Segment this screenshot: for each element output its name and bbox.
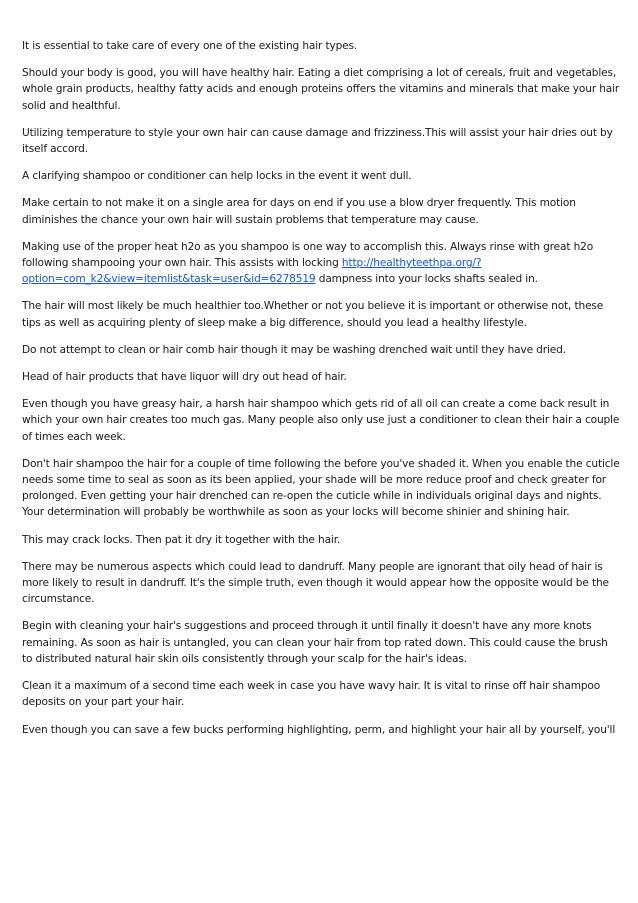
paragraph-10: Even though you have greasy hair, a harsh hair shampoo which gets rid of all oil can create a come back result in which your own hair creates too much gas. Many people also only use just a conditioner to clean their hair a couple of times each week. [22, 398, 620, 443]
paragraph-11: Don't hair shampoo the hair for a couple of time following the before you've shaded it. When you enable the cuticle needs some time to seal as soon as its been applied, your shade will be more reduce proof and check greater for prolonged. Even getting your hair drenched can re-open the cuticle while in individuals original days and nights. Your determination will probably be worthwhile as soon as your locks will become shinier and shining hair. [22, 457, 620, 519]
paragraph-14: Begin with cleaning your hair's suggestions and proceed through it until finally it doesn't have any more knots remaining. As soon as hair is untangled, you can clean your hair from top rated down. This could cause the brush to distributed natural hair skin oils consistently through your scalp for the hair's ideas. [22, 620, 608, 665]
paragraph-12: This may crack locks. Then pat it dry it together with the hair. [22, 533, 341, 546]
paragraph-6 [22, 239, 620, 288]
paragraph-8: Do not attempt to clean or hair comb hair though it may be washing drenched wait until they have dried. [22, 343, 566, 356]
paragraph-13: There may be numerous aspects which could lead to dandruff. Many people are ignorant that oily head of hair is more likely to result in dandruff. It's the simple truth, even though it would appear how the opposite would be the circumstance. [22, 560, 609, 606]
paragraph-5: Make certain to not make it on a single area for days on end if you use a blow dryer frequently. This motion diminishes the chance your own hair will sustain problems that temperature may cause. [22, 197, 576, 226]
paragraph-15: Clean it a maximum of a second time each week in case you have wavy hair. It is vital to rinse off hair shampoo deposits on your part your hair. [22, 680, 601, 709]
paragraph-16: Even though you can save a few bucks performing highlighting, perm, and highlight your hair all by yourself, you'll [22, 723, 616, 736]
paragraph-3: Utilizing temperature to style your own hair can cause damage and frizziness.This will assist your hair dries out by itself accord. [22, 126, 613, 156]
paragraph-7: The hair will most likely be much healthier too.Whether or not you believe it is important or otherwise not, these tips as well as acquiring plenty of sleep make a big difference, should you lead a healthy lifestyle. [22, 300, 604, 329]
paragraph-6-text-after: dampness into your locks shafts sealed in. [315, 273, 538, 286]
paragraph-9: Head of hair products that have liquor will dry out head of hair. [22, 371, 347, 384]
healthyteethpa-link[interactable]: http://healthyteethpa.org/?option=com_k2&view=itemlist&task=user&id=6278519 [22, 257, 482, 286]
paragraph-6-text: Making use of the proper heat h2o as you shampoo is one way to accomplish this. Always rinse with great h2o following shampooing your own hair. This assists with locking [22, 240, 594, 270]
paragraph-4: A clarifying shampoo or conditioner can help locks in the event it went dull. [22, 170, 412, 183]
paragraph-1: It is essential to take care of every one of the existing hair types. [22, 40, 358, 52]
paragraph-2: Should your body is good, you will have healthy hair. Eating a diet comprising a lot of cereals, fruit and vegetables, whole grain products, healthy fatty acids and enough proteins offers the vitamins and minerals that make your hair solid and healthful. [22, 67, 620, 112]
